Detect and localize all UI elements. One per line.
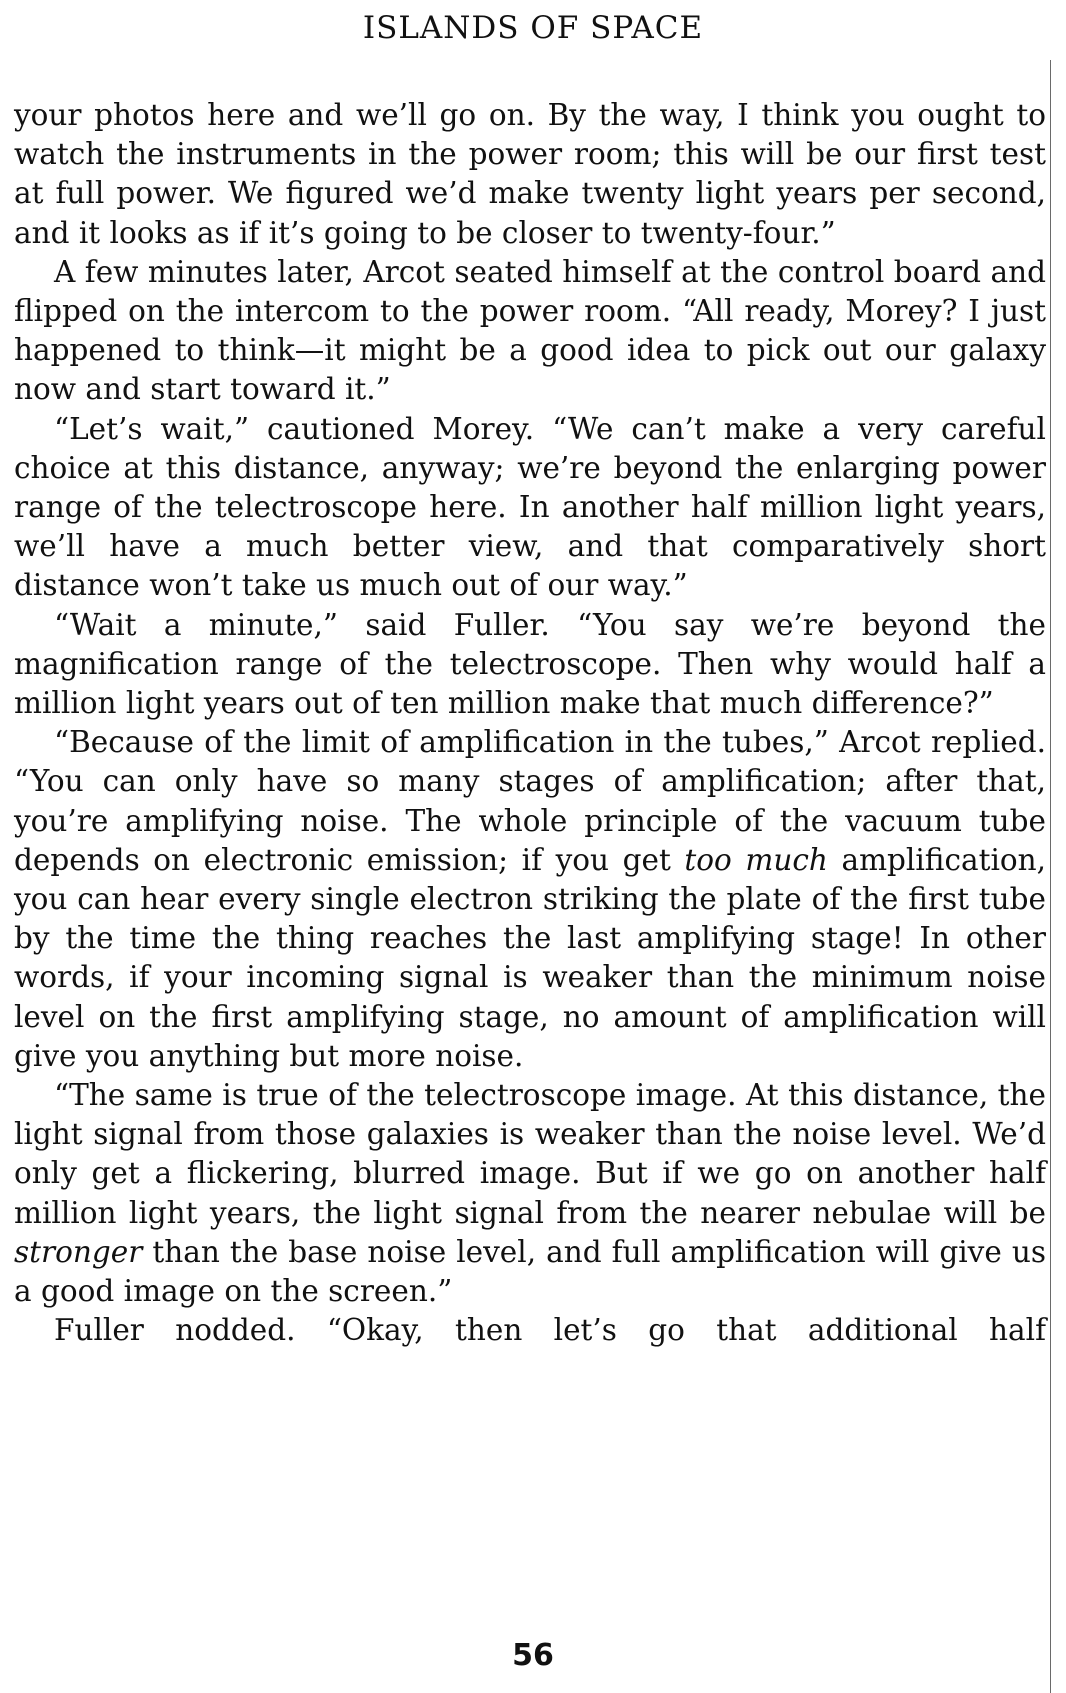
emphasis-text: too much: [684, 842, 828, 877]
paragraph: [14, 723, 1046, 1076]
paragraph: [14, 410, 1046, 606]
paragraph-text: “Wait a minute,” said Fuller. “You say we’re beyond the magnification range of the telectroscope. Then why would half a million light years out of ten million make that much difference?”: [14, 607, 1046, 721]
paragraph-text: Fuller nodded. “Okay, then let’s go that additional half: [54, 1313, 1046, 1348]
paragraph: [14, 1311, 1046, 1350]
running-head: ISLANDS OF SPACE: [362, 10, 704, 46]
paragraph: [14, 96, 1046, 253]
paragraph-text: amplification, you can hear every single electron striking the plate of the first tube by the time the thing reaches the last amplifying stage! In other words, if your incoming signal is weaker than the minimum noise level on the first amplifying stage, no amount of amplification will give you anything but more noise.: [14, 842, 1047, 1073]
paragraph-text: your photos here and we’ll go on. By the way, I think you ought to watch the instruments in the power room; this will be our first test at full power. We figured we’d make twenty light years per second, and it looks as if it’s going to be closer to twenty-four.”: [14, 98, 1046, 250]
paragraph-text: “Let’s wait,” cautioned Morey. “We can’t make a very careful choice at this distance, anyway; we’re beyond the enlarging power range of the telectroscope here. In another half million light years, we’ll have a much better view, and that comparatively short distance won’t take us much out of our way.”: [14, 411, 1046, 603]
paragraph-text: “The same is true of the telectroscope image. At this distance, the light signal from those galaxies is weaker than the noise level. We’d only get a flickering, blurred image. But if we go on another half million light years, the light signal from the nearer nebulae will be: [14, 1078, 1046, 1230]
paragraph: [14, 606, 1046, 724]
paragraph: [14, 1076, 1046, 1311]
paragraph: [14, 253, 1046, 410]
page-number: 56: [512, 1638, 554, 1673]
body-text: [14, 96, 1046, 1351]
paragraph-text: A few minutes later, Arcot seated himself at the control board and flipped on the intercom to the power room. “All ready, Morey? I just happened to think—it might be a good idea to pick out our galaxy now and start toward it.”: [14, 254, 1046, 407]
paragraph-text: than the base noise level, and full amplification will give us a good image on the screen.”: [14, 1234, 1046, 1309]
page-edge-rule: [1050, 60, 1051, 1693]
emphasis-text: stronger: [14, 1234, 143, 1269]
paragraph-text: “Because of the limit of amplification in the tubes,” Arcot replied. “You can only have so many stages of amplification; after that, you’re amplifying noise. The whole principle of the vacuum tube depends on electronic emission; if you get: [14, 725, 1046, 877]
